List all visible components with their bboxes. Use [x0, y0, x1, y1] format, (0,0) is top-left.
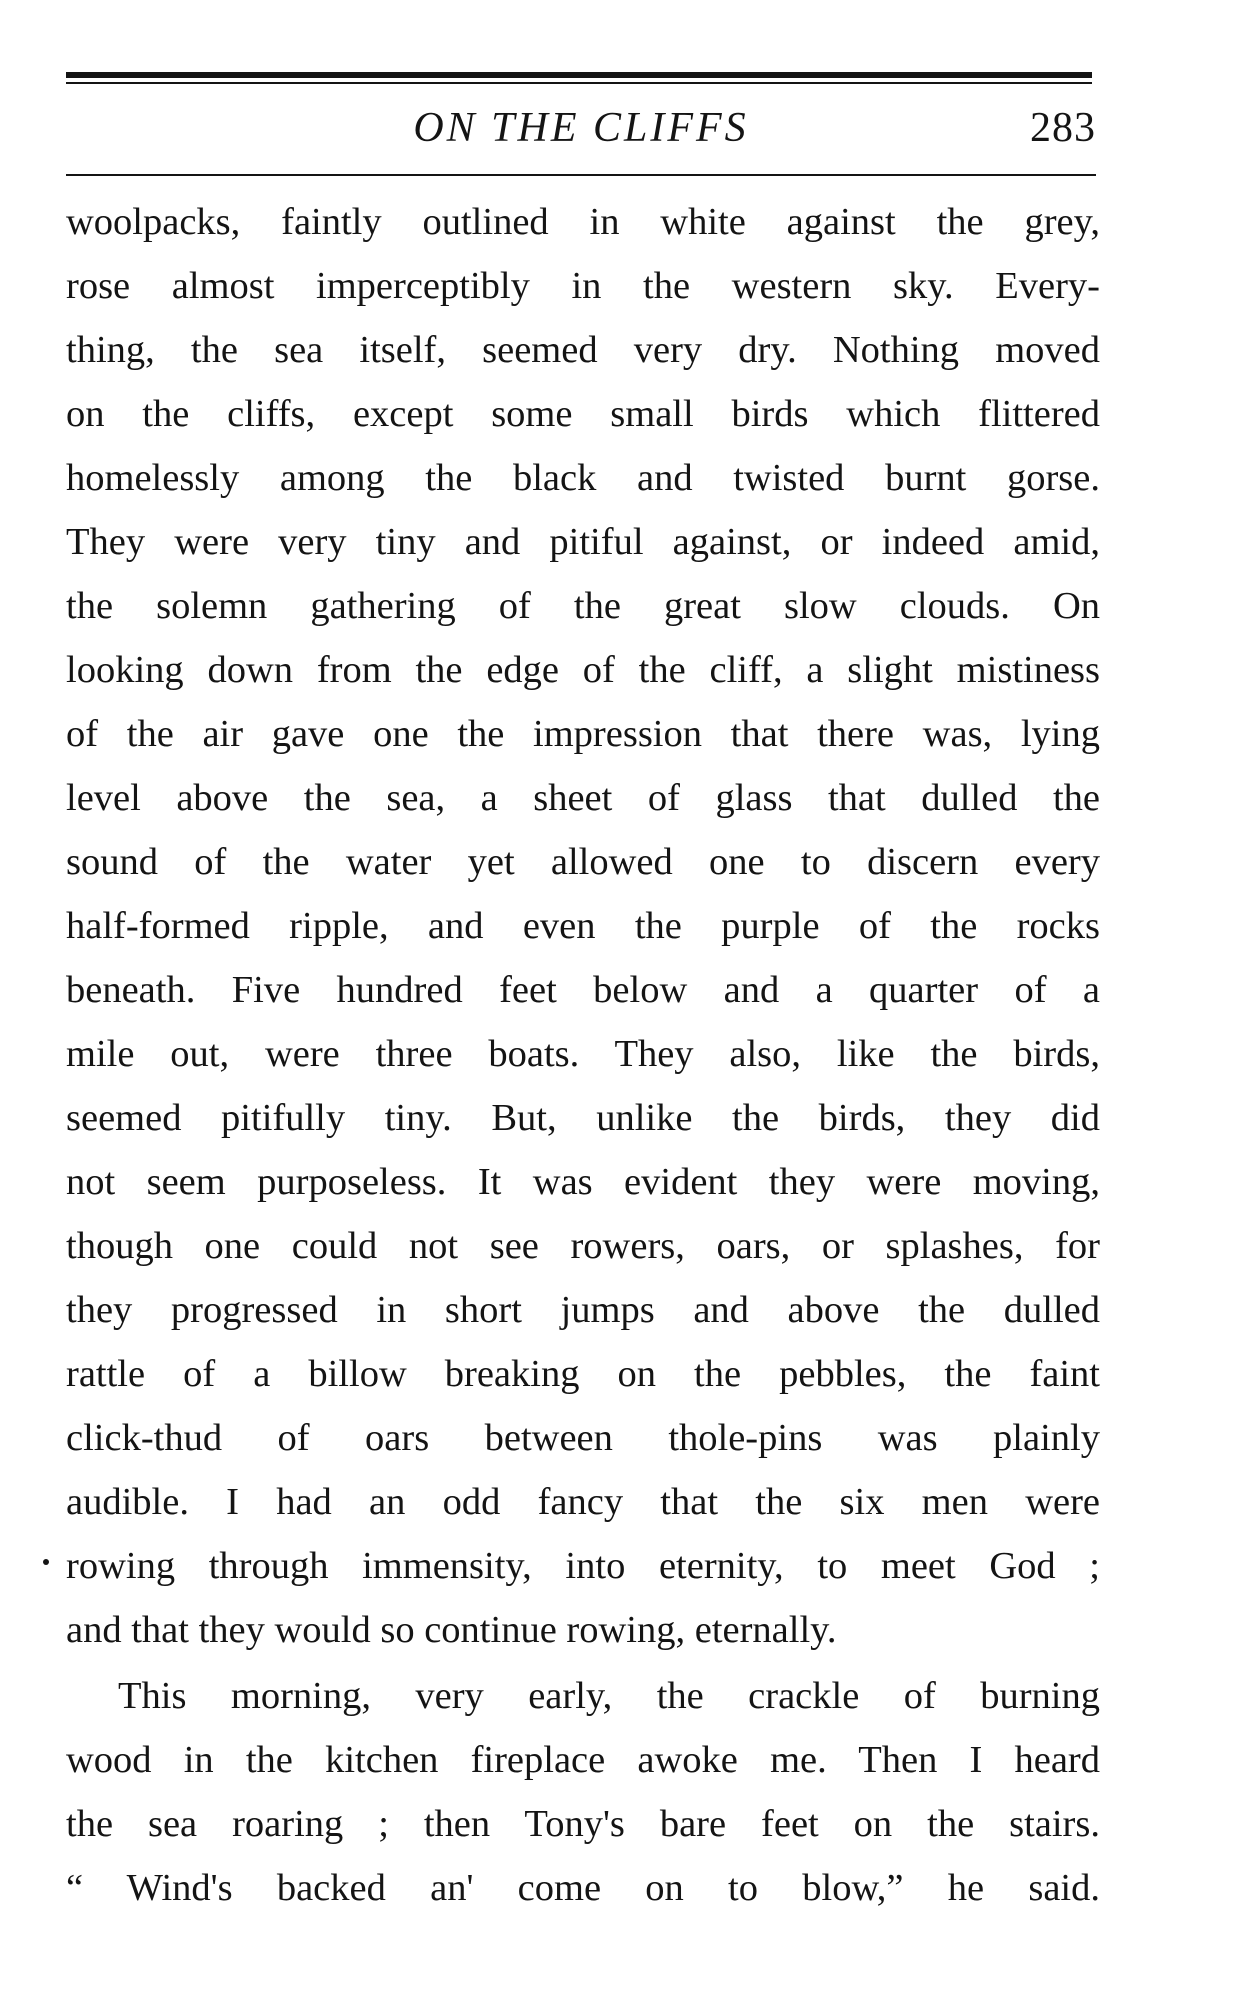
text-line: mile out, were three boats. They also, like the birds, — [66, 1033, 1100, 1075]
text-line: thing, the sea itself, seemed very dry. Nothing moved — [66, 329, 1100, 371]
running-header — [66, 98, 1096, 158]
text-line: audible. I had an odd fancy that the six men were — [66, 1481, 1100, 1523]
text-line: not seem purposeless. It was evident they were moving, — [66, 1161, 1100, 1203]
header-rule-thick — [66, 72, 1092, 78]
text-line: rose almost imperceptibly in the western sky. Every- — [66, 265, 1100, 307]
text-line: of the air gave one the impression that there was, lying — [66, 713, 1100, 755]
text-line: click-thud of oars between thole-pins was plainly — [66, 1417, 1100, 1459]
text-line: rowing through immensity, into eternity, to meet God ; — [66, 1545, 1100, 1587]
text-line: wood in the kitchen fireplace awoke me. Then I heard — [66, 1739, 1100, 1781]
text-line: and that they would so continue rowing, eternally. — [66, 1609, 837, 1651]
paragraph-1 — [66, 190, 1100, 1662]
text-line: beneath. Five hundred feet below and a quarter of a — [66, 969, 1100, 1011]
text-line: rattle of a billow breaking on the pebbles, the faint — [66, 1353, 1100, 1395]
text-line: “ Wind's backed an' come on to blow,” he said. — [66, 1867, 1100, 1909]
body-text — [66, 190, 1100, 1920]
text-line: This morning, very early, the crackle of burning — [118, 1675, 1100, 1717]
page-number: 283 — [1030, 105, 1096, 151]
text-line: the solemn gathering of the great slow clouds. On — [66, 585, 1100, 627]
running-title: ON THE CLIFFS — [413, 105, 749, 151]
header-rule-thin — [66, 82, 1092, 84]
text-line: seemed pitifully tiny. But, unlike the birds, they did — [66, 1097, 1100, 1139]
paragraph-2 — [66, 1664, 1100, 1920]
margin-mark — [43, 1559, 49, 1565]
text-line: though one could not see rowers, oars, or splashes, for — [66, 1225, 1100, 1267]
text-line: homelessly among the black and twisted burnt gorse. — [66, 457, 1100, 499]
text-line: on the cliffs, except some small birds which flittered — [66, 393, 1100, 435]
text-line: sound of the water yet allowed one to discern every — [66, 841, 1100, 883]
text-line: level above the sea, a sheet of glass that dulled the — [66, 777, 1100, 819]
text-line: the sea roaring ; then Tony's bare feet on the stairs. — [66, 1803, 1100, 1845]
text-line: they progressed in short jumps and above the dulled — [66, 1289, 1100, 1331]
text-line: looking down from the edge of the cliff, a slight mistiness — [66, 649, 1100, 691]
text-line: woolpacks, faintly outlined in white against the grey, — [66, 201, 1100, 243]
text-line: They were very tiny and pitiful against, or indeed amid, — [66, 521, 1100, 563]
header-rule-bottom — [66, 174, 1096, 176]
text-line: half-formed ripple, and even the purple of the rocks — [66, 905, 1100, 947]
